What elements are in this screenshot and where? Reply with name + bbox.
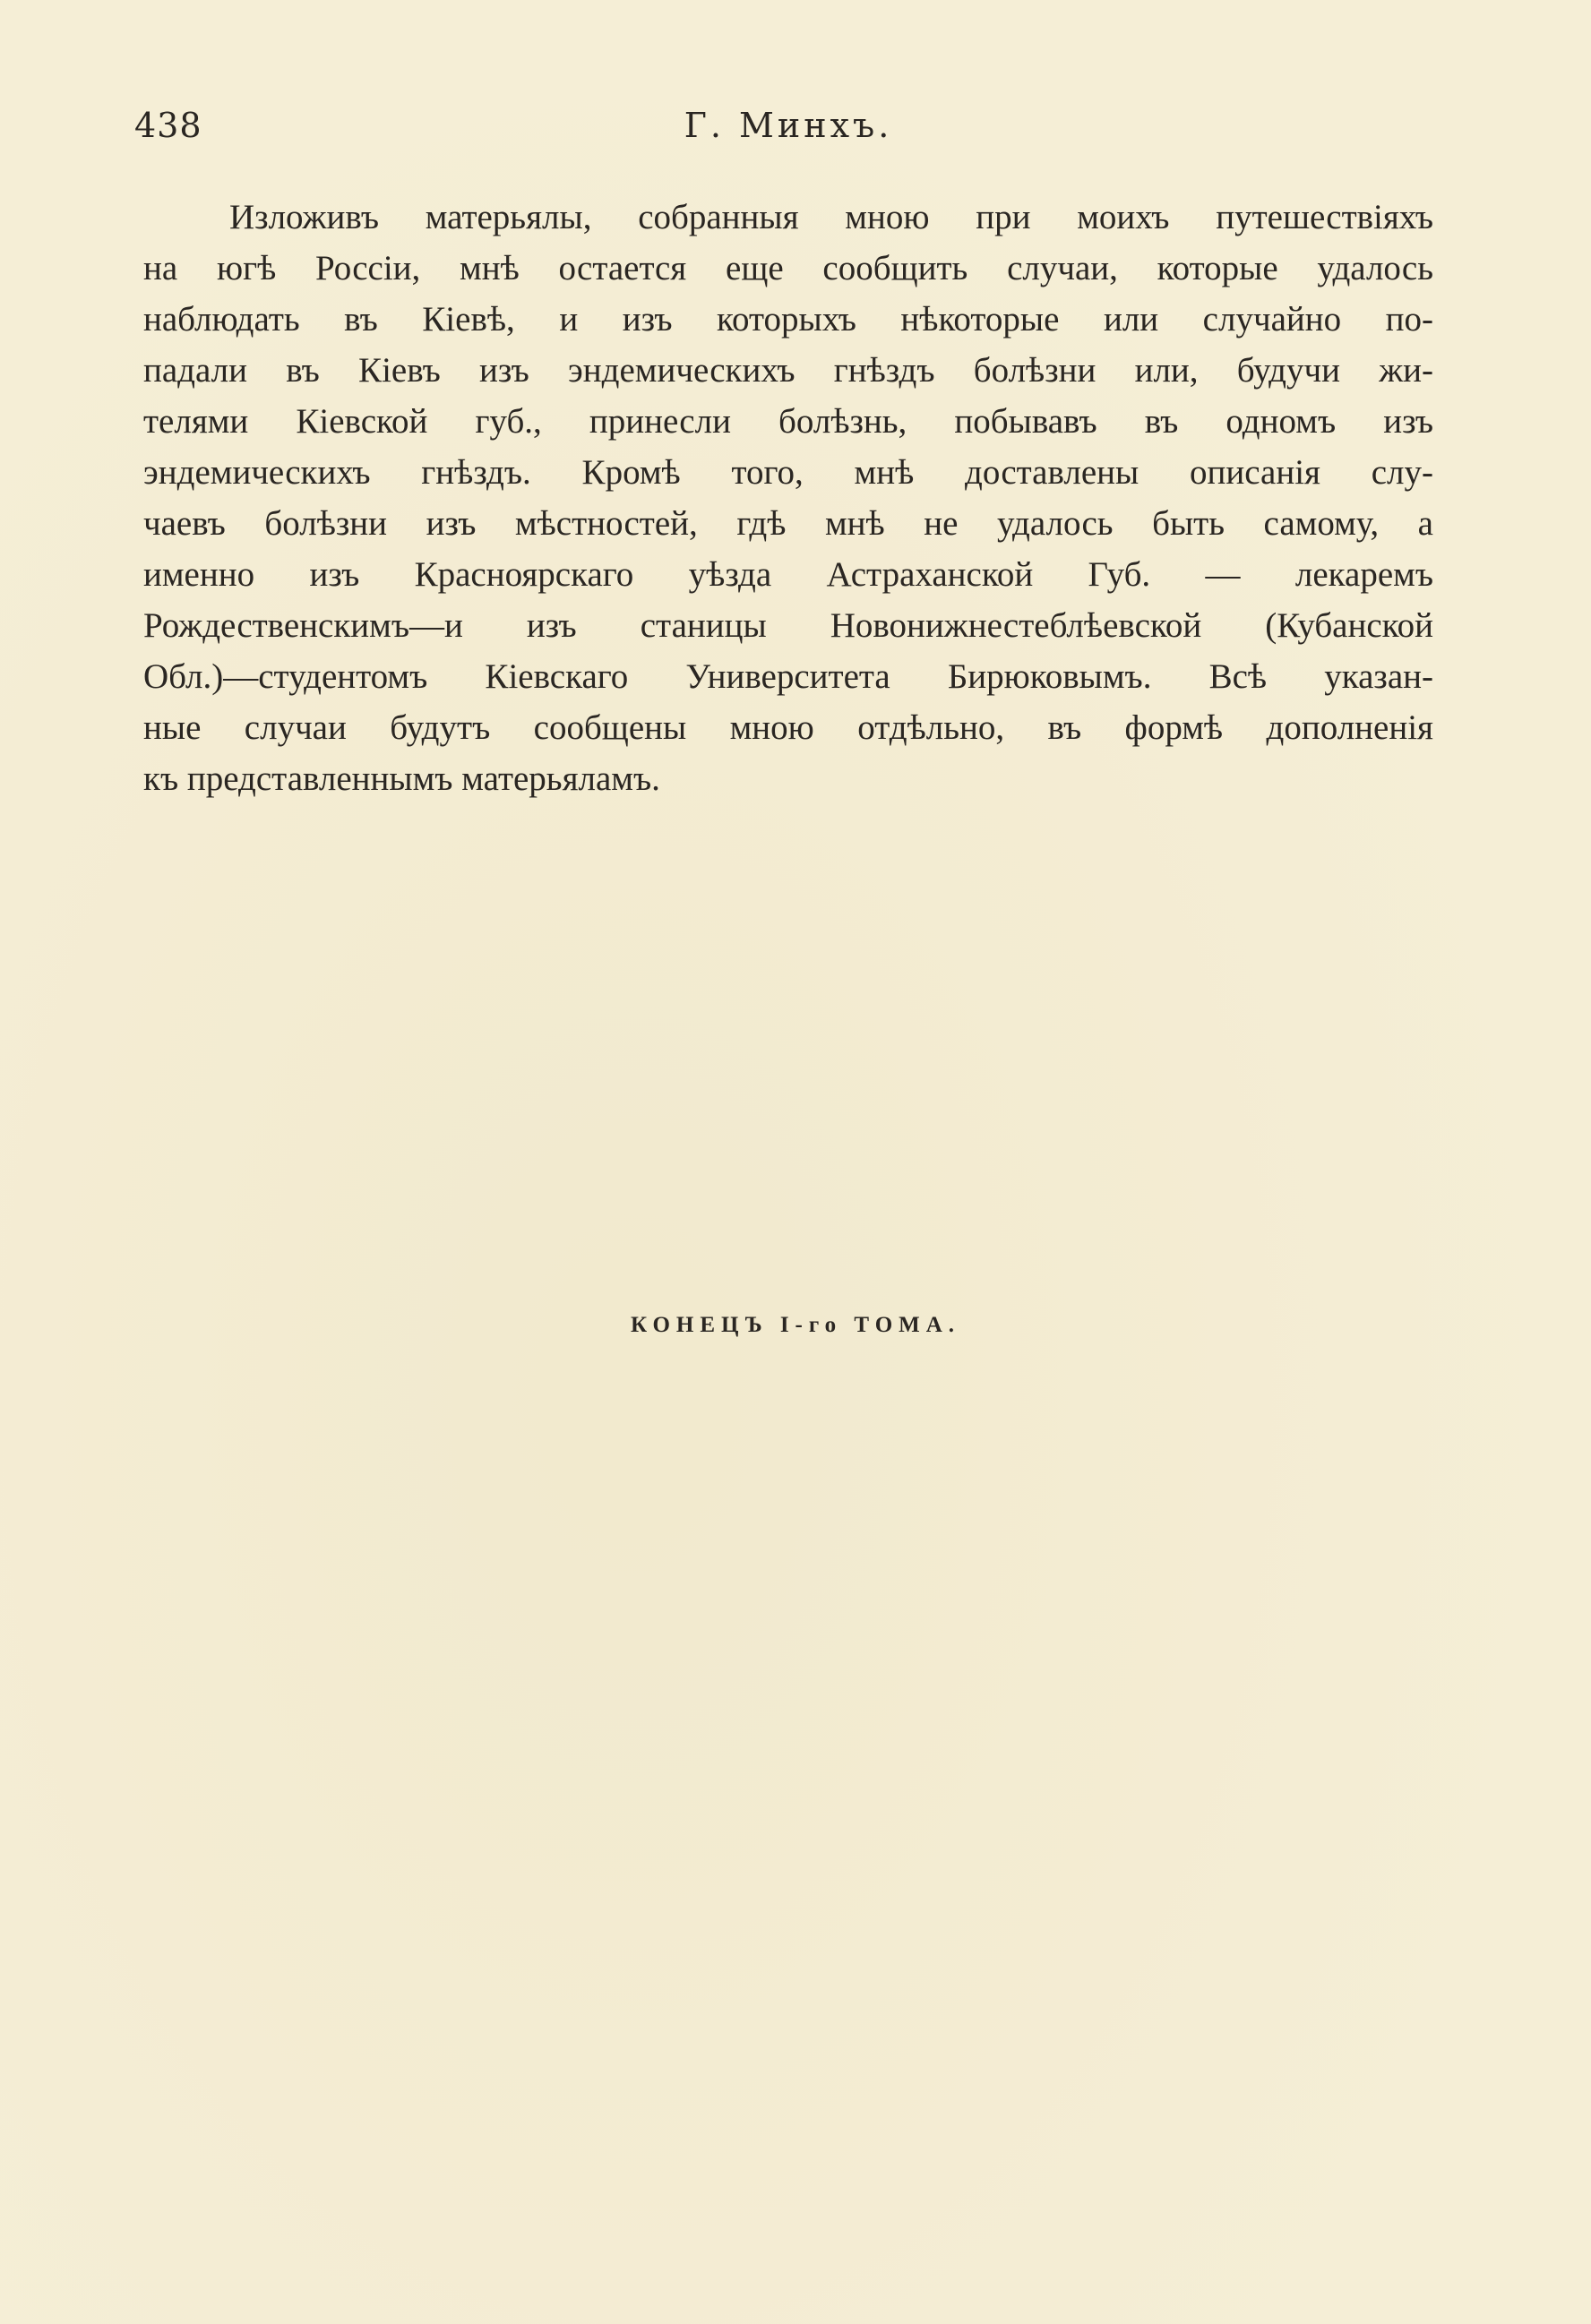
text-line: телями Кіевской губ., принесли болѣзнь, побывавъ въ одномъ изъ xyxy=(143,402,1433,441)
text-line: наблюдать въ Кіевѣ, и изъ которыхъ нѣкоторые или случайно по- xyxy=(143,300,1433,339)
text-line: ные случаи будутъ сообщены мною отдѣльно, въ формѣ дополненія xyxy=(143,708,1433,747)
main-paragraph xyxy=(143,192,1433,804)
text-line: именно изъ Красноярскаго уѣзда Астраханской Губ. — лекаремъ xyxy=(143,555,1433,594)
page-header xyxy=(134,106,1442,159)
running-title: Г. Минхъ. xyxy=(684,106,893,145)
text-line: Рождественскимъ—и изъ станицы Новонижнестеблѣевской (Кубанской xyxy=(143,606,1433,645)
end-of-volume-note: КОНЕЦЪ I-го ТОМА. xyxy=(630,1313,961,1337)
text-line: эндемическихъ гнѣздъ. Кромѣ того, мнѣ доставлены описанія слу- xyxy=(143,453,1433,492)
text-line: чаевъ болѣзни изъ мѣстностей, гдѣ мнѣ не удалось быть самому, а xyxy=(143,504,1433,543)
text-line: Обл.)—студентомъ Кіевскаго Университета Бирюковымъ. Всѣ указан- xyxy=(143,657,1433,696)
text-line: къ представленнымъ матерьяламъ. xyxy=(143,759,660,798)
text-line: Изложивъ матерьялы, собранныя мною при моихъ путешествіяхъ xyxy=(229,198,1433,236)
text-line: падали въ Кіевъ изъ эндемическихъ гнѣздъ болѣзни или, будучи жи- xyxy=(143,351,1433,390)
page-number: 438 xyxy=(134,106,202,145)
text-line: на югѣ Россіи, мнѣ остается еще сообщить случаи, которые удалось xyxy=(143,249,1433,287)
